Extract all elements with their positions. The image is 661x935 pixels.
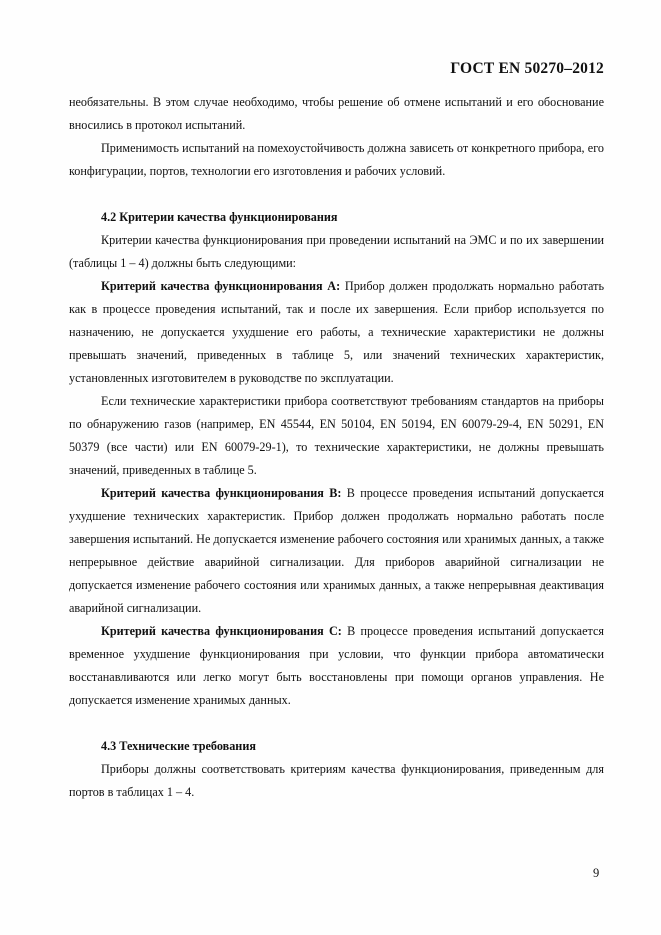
spacer (69, 712, 604, 735)
document-code-header: ГОСТ EN 50270–2012 (450, 60, 604, 77)
criterion-c-label: Критерий качества функционирования С: (101, 624, 342, 638)
paragraph-gas-detection: Если технические характеристики прибора соответствуют требованиям стандартов на приборы по обнаружению газов (например, EN 45544, EN 50104, EN 50194, EN 60079-29-4, EN 50291, EN 50379 (все части) или EN 60079-29-1), то технические характеристики, не должны превышать значений, приведенных в таблице 5. (69, 394, 604, 477)
paragraph-technical-requirements: Приборы должны соответствовать критериям качества функционирования, приведенным для портов в таблицах 1 – 4. (69, 762, 604, 799)
spacer (69, 183, 604, 206)
paragraph-applicability: Применимость испытаний на помехоустойчивость должна зависеть от конкретного прибора, его конфигурации, портов, технологии его изготовления и рабочих условий. (69, 141, 604, 178)
criterion-a-label: Критерий качества функционирования А: (101, 279, 341, 293)
section-4-3-title: 4.3 Технические требования (101, 739, 256, 753)
paragraph-criteria-intro: Критерии качества функционирования при проведении испытаний на ЭМС и по их завершении (таблицы 1 – 4) должны быть следующими: (69, 233, 604, 270)
criterion-b-text: В процессе проведения испытаний допускается ухудшение технических характеристик. Прибор должен продолжать нормально работать после завершения испытаний. Не допускается изменение рабочего состояния или хранимых данных, а также непрерывное действие аварийной сигнализации. Для приборов аварийной сигнализации не допускается изменение рабочего состояния или хранимых данных, а также непрерывная деактивация аварийной сигнализации. (69, 486, 605, 615)
page-number: 9 (593, 866, 600, 880)
criterion-b-paragraph (69, 482, 604, 620)
section-4-2-title: 4.2 Критерии качества функционирования (101, 210, 338, 224)
criterion-a-text: Прибор должен продолжать нормально работать как в процессе проведения испытаний, так и после их завершения. Если прибор используется по назначению, не допускается ухудшение его работы, а технические характеристики не должны превышать значений, приведенных в таблице 5, или значений технических характеристик, установленных изготовителем в руководстве по эксплуатации. (69, 279, 604, 385)
criterion-c-text: В процессе проведения испытаний допускается временное ухудшение функционирования при условии, что функции прибора автоматически восстанавливаются или легко могут быть восстановлены при помощи органов управления. Не допускается изменение хранимых данных. (69, 624, 604, 707)
document-body (69, 91, 604, 804)
paragraph-continuation: необязательны. В этом случае необходимо, чтобы решение об отмене испытаний и его обоснование вносились в протокол испытаний. (69, 95, 604, 132)
criterion-a-paragraph (69, 275, 604, 390)
criterion-b-label: Критерий качества функционирования В: (101, 486, 342, 500)
criterion-c-paragraph (69, 620, 604, 712)
